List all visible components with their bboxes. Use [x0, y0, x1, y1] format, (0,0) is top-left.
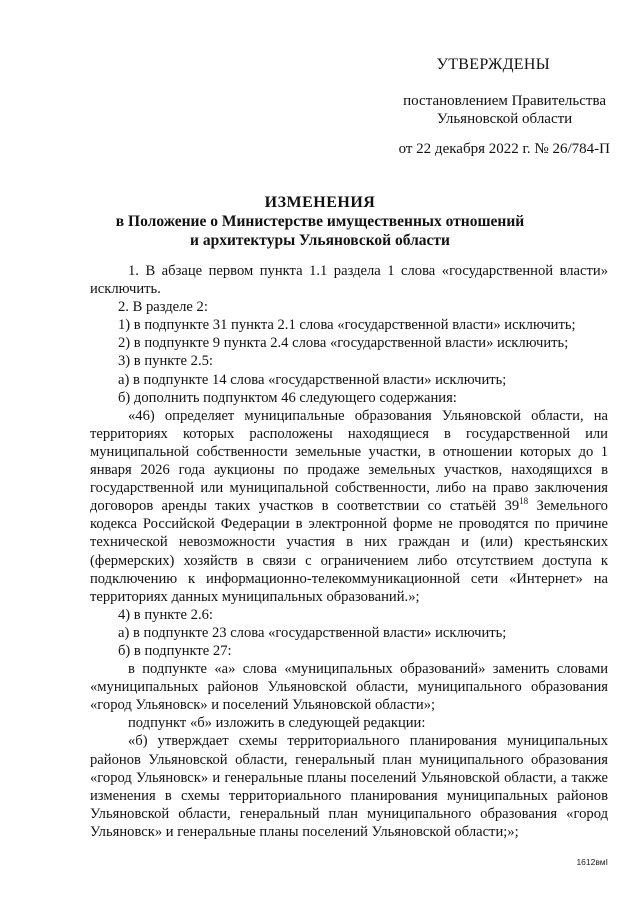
paragraph-14: «б) утверждает схемы территориального планирования муниципальных районов Ульяновской области, генеральный план муниципального образования «город Ульяновск» и генеральные планы поселений Ульяновской области, а также изменения в схемы территориального планирования муниципальных районов Ульяновской области, генеральный план муниципального образования «город Ульяновск» и генеральные планы поселений Ульяновской области;»;: [90, 733, 608, 840]
approval-date: от 22 декабря 2022 г. № 26/784-П: [398, 141, 610, 157]
paragraph-2: 2. В разделе 2:: [118, 299, 208, 316]
paragraph-10: а) в подпункте 23 слова «государственной власти» исключить;: [118, 624, 507, 641]
article-superscript: 18: [519, 496, 529, 507]
paragraph-9: 4) в пункте 2.6:: [118, 606, 213, 623]
paragraph-5: 3) в пункте 2.5:: [118, 353, 213, 370]
paragraph-3: 1) в подпункте 31 пункта 2.1 слова «государственной власти» исключить;: [118, 317, 576, 334]
registration-stamp: 1612вмI: [576, 857, 608, 867]
approval-line-2: Ульяновской области: [436, 111, 573, 127]
paragraph-13: подпункт «б» изложить в следующей редакции:: [128, 715, 426, 732]
paragraph-12: в подпункте «а» слова «муниципальных образований» заменить словами «муниципальных районов Ульяновской области, муниципального образования «город Ульяновск» и поселений Ульяновской области»;: [90, 661, 608, 714]
paragraph-4: 2) в подпункте 9 пункта 2.4 слова «государственной власти» исключить;: [118, 335, 569, 352]
approval-title: УТВЕРЖДЕНЫ: [436, 56, 550, 73]
paragraph-8: [90, 407, 608, 606]
paragraph-8-part-a: «46) определяет муниципальные образования Ульяновской области, на территориях которых расположены находящиеся в государственной или муниципальной собственности земельные участки, в отношении которых до 1 января 2026 года аукционы по продаже земельных участков, находящихся в государственной или муниципальной собственности, либо на право заключения договоров аренды таких участков в соответствии со статьёй 39: [90, 407, 608, 515]
paragraph-1: 1. В абзаце первом пункта 1.1 раздела 1 слова «государственной власти» исключить.: [90, 263, 608, 298]
paragraph-7: б) дополнить подпунктом 46 следующего содержания:: [118, 389, 457, 406]
paragraph-11: б) в подпункте 27:: [118, 642, 232, 659]
document-title: ИЗМЕНЕНИЯ: [264, 194, 376, 211]
document-subtitle-1: в Положение о Министерстве имущественных отношений: [115, 213, 525, 230]
paragraph-8-part-b: Земельного кодекса Российской Федерации в электронной форме не проводятся по причине технической невозможности участия в них граждан и (или) крестьянских (фермерских) хозяйств в связи с ограничением либо отсутствием доступа к подключению к информационно-телекоммуникационной сети «Интернет» на территориях данных муниципальных образований.»;: [90, 498, 608, 605]
approval-line-1: постановлением Правительства: [403, 93, 606, 109]
paragraph-6: а) в подпункте 14 слова «государственной власти» исключить;: [118, 371, 507, 388]
document-subtitle-2: и архитектуры Ульяновской области: [190, 232, 450, 249]
approval-body: [403, 92, 606, 128]
document-heading: [92, 193, 548, 250]
document-body: [90, 262, 608, 841]
